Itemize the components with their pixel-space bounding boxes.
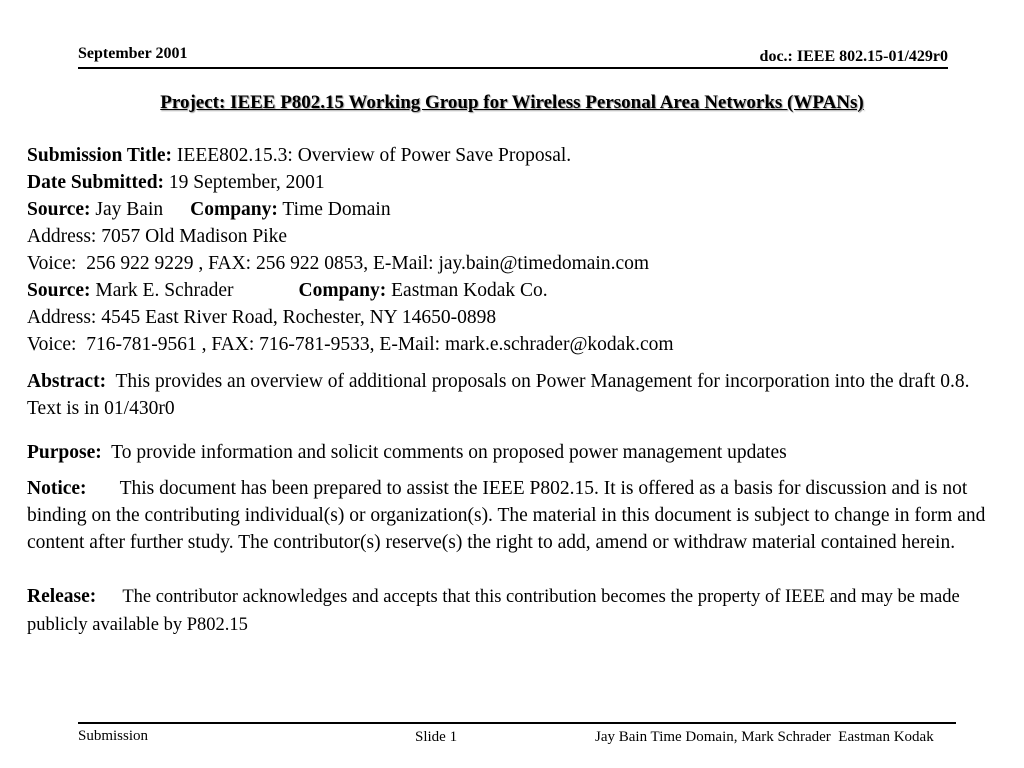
header-date: September 2001 [78,45,188,62]
address-line-2: Address: 4545 East River Road, Rochester, NY 14650-0898 [27,307,497,328]
submission-title-line [27,142,992,169]
company-label: Company: [190,199,278,220]
date-submitted-line [27,169,992,196]
notice-label: Notice: [27,478,87,499]
document-body [27,142,992,639]
company-name: Time Domain [282,199,391,220]
source-name: Mark E. Schrader [95,280,234,301]
release-text: The contributor acknowledges and accepts that this contribution becomes the property of IEEE and may be made publicly available by P802.15 [27,587,960,635]
notice-text: This document has been prepared to assist the IEEE P802.15. It is offered as a basis for discussion and is not binding on the contributing individual(s) or organization(s). The material in this document is subject to change in form and content after further study. The contributor(s) reserve(s) the right to add, amend or withdraw material contained herein. [27,478,986,553]
purpose-label: Purpose: [27,442,102,463]
voice-line-1: Voice: 256 922 9229 , FAX: 256 922 0853, E-Mail: jay.bain@timedomain.com [27,253,650,274]
abstract-paragraph [27,368,992,422]
source-name: Jay Bain [95,199,164,220]
footer-rule [78,722,956,724]
source-label: Source: [27,199,91,220]
company-label: Company: [298,280,387,301]
footer-slide-number: Slide 1 [415,729,458,745]
project-title: Project: IEEE P802.15 Working Group for Wireless Personal Area Networks (WPANs) [160,92,864,113]
abstract-label: Abstract: [27,371,107,392]
submission-title-label: Submission Title: [27,145,173,166]
purpose-paragraph [27,439,992,466]
source-line-1 [27,196,992,223]
header-doc-id: doc.: IEEE 802.15-01/429r0 [759,48,948,65]
date-submitted-label: Date Submitted: [27,172,165,193]
footer-authors: Jay Bain Time Domain, Mark Schrader Eastman Kodak [595,729,934,745]
footer-submission: Submission [78,728,149,744]
release-label: Release: [27,586,97,607]
release-paragraph [27,583,992,639]
company-name: Eastman Kodak Co. [391,280,548,301]
source-line-2 [27,277,992,304]
purpose-text: To provide information and solicit comments on proposed power management updates [111,442,787,463]
address-line-1: Address: 7057 Old Madison Pike [27,226,287,247]
voice-line-2: Voice: 716-781-9561 , FAX: 716-781-9533, E-Mail: mark.e.schrader@kodak.com [27,334,674,355]
abstract-text: This provides an overview of additional proposals on Power Management for incorporation into the draft 0.8. Text is in 01/430r0 [27,371,970,419]
header-rule [78,67,948,69]
date-submitted-value: 19 September, 2001 [168,172,325,193]
submission-title-value: IEEE802.15.3: Overview of Power Save Proposal. [176,145,572,166]
notice-paragraph [27,475,992,556]
source-label: Source: [27,280,91,301]
